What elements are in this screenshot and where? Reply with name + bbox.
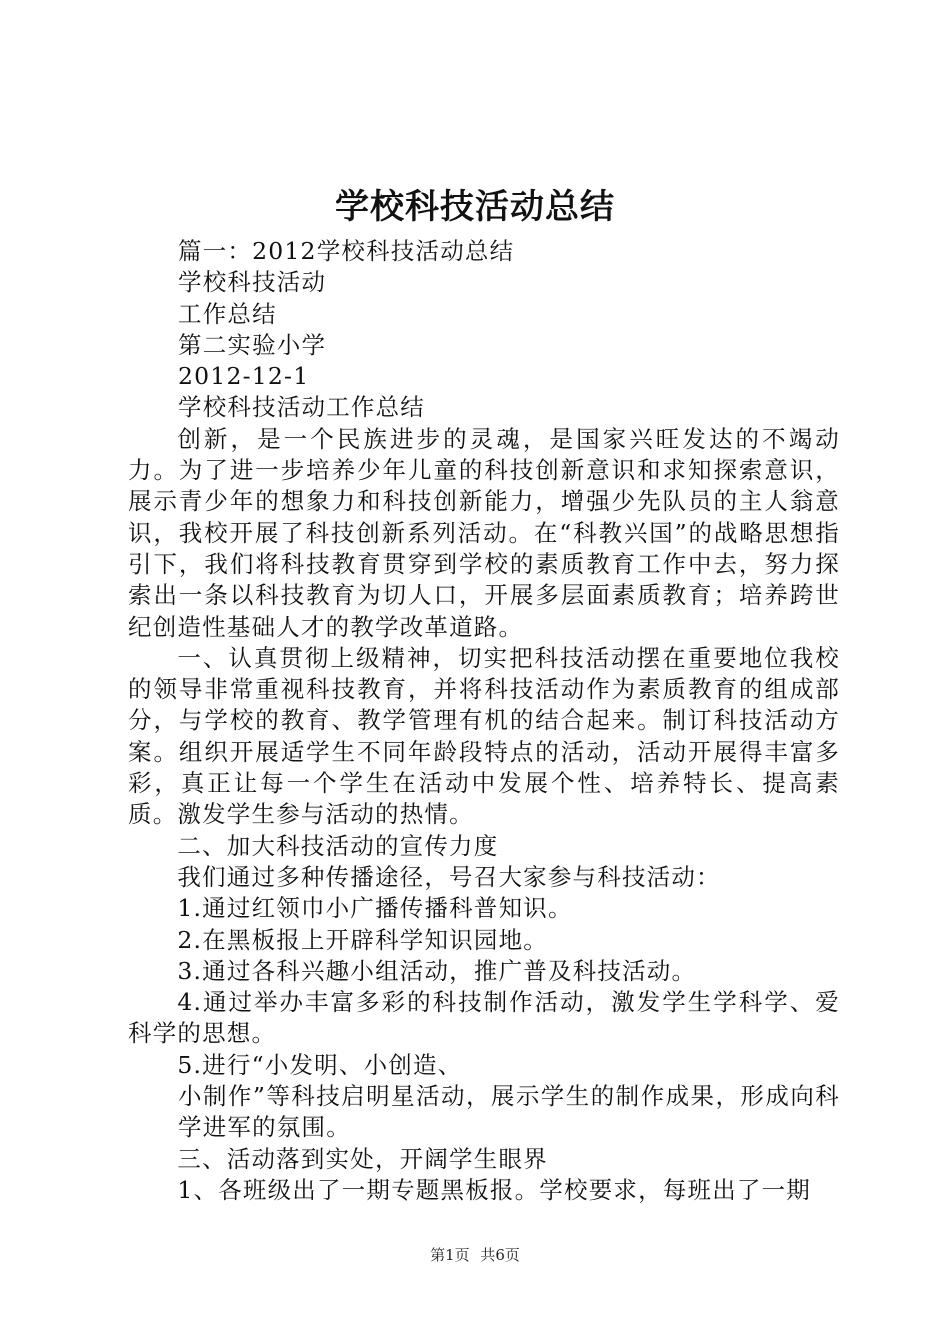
page-total: 共6页 [480, 1246, 520, 1264]
list-item: 4.通过举办丰富多彩的科技制作活动，激发学生学科学、爱科学的思想。 [128, 988, 840, 1048]
paragraph-subtitle: 学校科技活动 [178, 268, 327, 297]
paragraph-school: 第二实验小学 [178, 330, 327, 359]
paragraph-subtitle: 工作总结 [178, 299, 277, 328]
list-item: 3.通过各科兴趣小组活动，推广普及科技活动。 [177, 956, 697, 985]
paragraph-body: 我们通过多种传播途径，号召大家参与科技活动： [177, 862, 721, 891]
list-item-continuation: 小制作”等科技启明星活动，展示学生的制作成果，形成向科学进军的氛围。 [178, 1082, 840, 1142]
paragraph-body: 创新，是一个民族进步的灵魂，是国家兴旺发达的不竭动力。为了进一步培养少年儿童的科技创新意识和求知探索意识，展示青少年的想象力和科技创新能力，增强少先队员的主人翁意识，我校开展了科技创新系列活动。在“科教兴国”的战略思想指引下，我们将科技教育贯穿到学校的素质教育工作中去，努力探索出一条以科技教育为切人口，开展多层面素质教育；培养跨世纪创造性基础人才的教学改革道路。 [128, 424, 840, 641]
list-item: 1.通过红领巾小广播传播科普知识。 [177, 894, 573, 923]
paragraph-section-title: 学校科技活动工作总结 [178, 393, 425, 422]
document-body [128, 236, 840, 1206]
page-footer [0, 1245, 950, 1265]
paragraph-section-heading: 三、活动落到实处，开阔学生眼界 [177, 1144, 548, 1173]
paragraph-date: 2012-12-1 [178, 362, 310, 391]
document-title: 学校科技活动总结 [335, 187, 615, 227]
paragraph-heading: 篇一：2012学校科技活动总结 [178, 237, 515, 265]
paragraph-body: 一、认真贯彻上级精神，切实把科技活动摆在重要地位我校的领导非常重视科技教育，并将科技活动作为素质教育的组成部分，与学校的教育、教学管理有机的结合起来。制订科技活动方案。组织开展适学生不同年龄段特点的活动，活动开展得丰富多彩，真正让每一个学生在活动中发展个性、培养特长、提高素质。激发学生参与活动的热情。 [128, 643, 840, 829]
paragraph-section-heading: 二、加大科技活动的宣传力度 [177, 831, 499, 860]
page-number: 第1页 [430, 1246, 470, 1264]
paragraph-body: 1、各班级出了一期专题黑板报。学校要求，每班出了一期 [177, 1175, 811, 1204]
list-item: 2.在黑板报上开辟科学知识园地。 [177, 925, 548, 954]
list-item: 5.进行“小发明、小创造、 [177, 1050, 463, 1079]
